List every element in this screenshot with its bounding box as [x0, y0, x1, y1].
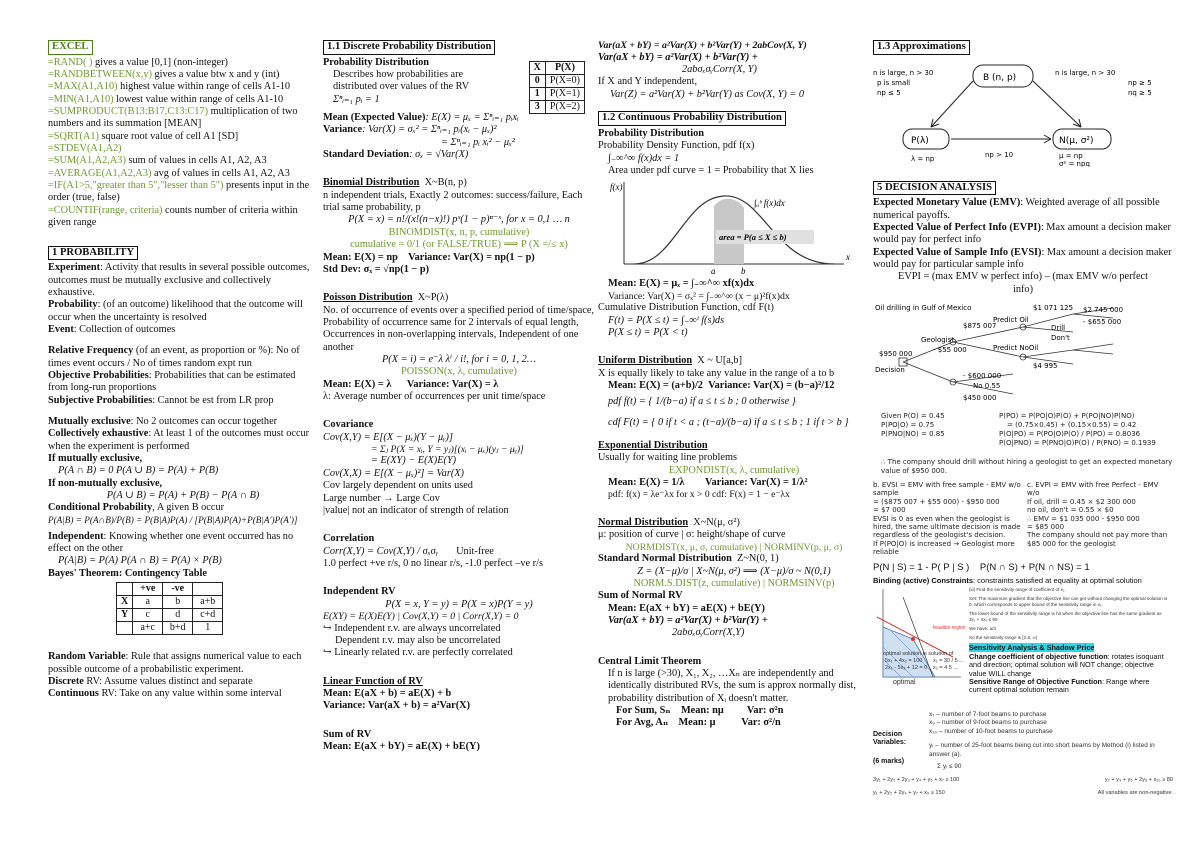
- arrow-b-to-p: [931, 81, 973, 127]
- table-header-cell: X: [529, 61, 545, 74]
- table-cell: P(X=2): [545, 100, 584, 113]
- tree-d2: Geologist: [921, 336, 955, 345]
- integral-label: ∫ₐᵇ f(x)dx: [754, 198, 785, 209]
- table-row: [117, 596, 223, 609]
- calc-r3: P(O|PO) = P(PO|O)P(O) / P(PO) = 0.8036: [999, 430, 1141, 439]
- excel-formula: =MIN(A1,A10): [48, 93, 114, 105]
- tree-n7: $4 995: [1033, 362, 1058, 371]
- excel-formula: =MAX(A1,A10): [48, 81, 118, 93]
- column-discrete: [323, 40, 595, 753]
- approx-header: 1.3 Approximations: [873, 40, 970, 55]
- snd-formula: Z = (X−μ)/σ | X~N(μ, σ²) ⟹ (X−μ)/σ ~ N(0,1): [637, 565, 831, 577]
- sensitivity-title: Sensitivity Analysis & Shadow Price: [969, 643, 1095, 653]
- cov-n2: Large number → Large Cov: [323, 492, 440, 504]
- irv-n1: ↪ Independent r.v. are always uncorrelated: [323, 622, 501, 634]
- table-cell: 1: [193, 622, 223, 635]
- irv-f1: P(X = x, Y = y) = P(X = x)P(Y = y): [385, 598, 533, 610]
- left-cond-3: np ≤ 5: [877, 88, 901, 97]
- table-cell: d: [163, 609, 193, 622]
- table-cell: 0: [529, 74, 545, 87]
- excel-formula: =AVERAGE(A1,A2,A3): [48, 167, 152, 179]
- left-cond-1: n is large, n > 30: [873, 68, 934, 77]
- contingency-table: [116, 582, 223, 635]
- clt-title: Central Limit Theorem: [598, 655, 702, 667]
- cpd-title: Probability Distribution: [598, 127, 704, 139]
- cpd-c2: P(X ≤ t) = P(X < t): [608, 326, 688, 338]
- cov-f1: Cov(X,Y) = E[(X − μₓ)(Y − μᵧ)]: [323, 431, 453, 443]
- column-excel-probability: [48, 40, 318, 701]
- table-cell: a+b: [193, 596, 223, 609]
- table-cell: X: [117, 596, 133, 609]
- table-cell: Y: [117, 609, 133, 622]
- excel-description: lowest value within range of cells A1-10: [113, 93, 284, 105]
- event-def: Event: Collection of outcomes: [48, 323, 176, 335]
- tree-n6: - $655 000: [1083, 318, 1122, 327]
- variance: Variance: Var(X) = σₓ² = Σⁿᵢ₌₁ pᵢ(xᵢ − μₓ)²: [323, 124, 497, 136]
- evsi-5: If P(PO|O) is increased → Geologist more reliable: [873, 539, 1015, 557]
- mean-ev: Mean (Expected Value): E(X) = μₓ = Σⁿᵢ₌₁ pᵢxᵢ: [323, 112, 519, 124]
- relfreq-def: Relative Frequency (of an event, as proportion or %): No of times event occurs / No of times random expt run: [48, 345, 300, 369]
- table-cell: [117, 622, 133, 635]
- poisson-fn: POISSON(x, λ, cumulative): [401, 366, 517, 378]
- table-row: [529, 87, 584, 100]
- evsi-def: Expected Value of Sample Info (EVSI): Max amount a decision maker would pay for particular sample info: [873, 246, 1172, 271]
- table-cell: a+c: [133, 622, 163, 635]
- opt-2: 5x₁ + 4x₂ = 100: [885, 657, 923, 664]
- dv-3: x₁₀ – number of 10-foot beams to purchase: [929, 727, 1053, 735]
- opt-3: 2x₁ - 5x₂ + 12 = 0: [885, 664, 928, 671]
- right-cond-1: n is large, n > 30: [1055, 68, 1116, 77]
- table-row: [117, 609, 223, 622]
- tree-d7: No 0.55: [973, 382, 1001, 391]
- excel-formula: =SUMPRODUCT(B13:B17,C13:C17): [48, 106, 208, 118]
- independent-formula: P(A|B) = P(A) P(A ∩ B) = P(A) × P(B): [58, 555, 222, 567]
- table-cell: b+d: [163, 622, 193, 635]
- table-header-cell: -ve: [163, 583, 193, 596]
- decision-header: 5 DECISION ANALYSIS: [873, 181, 996, 196]
- table-header-cell: [117, 583, 133, 596]
- lp-a5: So the sensitivity range is [2.5, ∞): [969, 634, 1038, 640]
- poisson-mean-var: Mean: E(X) = λ Variance: Var(X) = λ: [323, 378, 499, 390]
- binomial-node-label: B (n, p): [983, 72, 1017, 83]
- excel-function-item: [48, 168, 318, 180]
- evpi-formula: EVPI = (max EMV w perfect info) – (max EMV w/o perfect info): [898, 271, 1148, 295]
- uniform-cdf: cdf F(t) = { 0 if t < a ; (t−a)/(b−a) if a ≤ t ≤ b ; 1 if t > b }: [608, 416, 849, 428]
- expondist-fn: EXPONDIST(x, λ, cumulative): [668, 464, 800, 476]
- excel-formula: =IF(A1>5,"greater than 5","lesser than 5"): [48, 180, 224, 192]
- table-row: [529, 100, 584, 113]
- dpd-header: 1.1 Discrete Probability Distribution: [323, 40, 495, 55]
- irv-n2: Dependent r.v. may also be uncorrelated: [335, 635, 501, 647]
- snd-title: Standard Normal Distribution Z~N(0, 1): [598, 553, 779, 565]
- binomial-mean-var: Mean: E(X) = np Variance: Var(X) = np(1 − p): [323, 251, 535, 263]
- evpi-2: If oil, drill = 0.45 × $2 300 000: [1027, 497, 1136, 506]
- evsi-3: = $7 000: [873, 506, 906, 515]
- normal-mu: μ = np: [1059, 151, 1083, 160]
- evpi-1: c. EVPI = EMV with free Perfect - EMV w/o: [1027, 480, 1159, 498]
- table-cell: c+d: [193, 609, 223, 622]
- binomial-desc: n independent trials, Exactly 2 outcomes: success/failure, Each trial same probability, p: [323, 189, 583, 214]
- excel-function-item: [48, 69, 318, 81]
- evpi-6: The company should not pay more than $85 000 for the geologist: [1027, 531, 1168, 548]
- area-label: area = P(a ≤ X ≤ b): [719, 232, 787, 243]
- tree-n8: - $600 000: [963, 372, 1002, 381]
- tree-n9: $450 000: [963, 394, 997, 403]
- pns-line: P(N | S) = 1 - P( P | S ) P(N ∩ S) + P(N ∩ NS) = 1: [873, 562, 1090, 574]
- feasible-label: feasible region: [933, 624, 966, 631]
- right-cond-3: nq ≥ 5: [1128, 88, 1152, 97]
- poisson-lambda: λ = np: [911, 154, 935, 163]
- excel-function-item: [48, 155, 318, 167]
- excel-function-item: [48, 143, 318, 155]
- uniform-title: Uniform Distribution X ~ U[a,b]: [598, 355, 743, 367]
- opt-5: x₂ = 4 5 ...: [933, 664, 958, 671]
- cov-n3: |value| not an indicator of strength of relation: [323, 504, 509, 516]
- emv-def: Expected Monetary Value (EMV): Weighted average of all possible numerical payoffs.: [873, 197, 1160, 221]
- excel-header: EXCEL: [48, 40, 93, 55]
- var-sum-3: 2abσₓσᵧCorr(X, Y): [682, 64, 757, 76]
- cpd-mean: Mean: E(X) = μₓ = ∫₋∞^∞ xf(x)dx: [608, 278, 755, 290]
- uniform-desc: X is equally likely to take any value in the range of a to b: [598, 367, 835, 379]
- tree-n4: - $55 000: [933, 346, 967, 355]
- pd-title: Probability Distribution: [323, 56, 429, 68]
- excel-function-item: [48, 106, 318, 131]
- excel-formula: =COUNTIF(range, criteria): [48, 204, 163, 216]
- table-row: [117, 622, 223, 635]
- table-cell: P(X=0): [545, 74, 584, 87]
- random-variable-def: Random Variable: Rule that assigns numerical value to each possible outcome of a probabilistic experiment.: [48, 651, 302, 675]
- optimal-point: [911, 637, 915, 641]
- corr-formula: Corr(X,Y) = Cov(X,Y) / σₓσᵧ Unit-free: [323, 545, 494, 557]
- lp-a3: The lower bound of the sensitivity range is hit when the objective line has the same gradient as 3x₁ + 4x₂ ≤ 90: [969, 611, 1162, 622]
- nme-formula: P(A ∪ B) = P(A) + P(B) − P(A ∩ B): [106, 490, 260, 502]
- excel-description: avg of values in cells A1, A2, A3: [151, 167, 290, 179]
- sum-normal-title: Sum of Normal RV: [598, 590, 683, 602]
- clt-avg: For Avg, Aₙ Mean: μ Var: σ²/n: [616, 717, 781, 729]
- discrete-rv-def: Discrete RV: Assume values distinct and separate: [48, 675, 253, 687]
- if-mutually-exclusive: If mutually exclusive,: [48, 453, 143, 465]
- probability-header: 1 PROBABILITY: [48, 246, 138, 261]
- conditional-def: Conditional Probability, A given B occur: [48, 502, 225, 514]
- excel-description: sum of values in cells A1, A2, A3: [125, 155, 267, 167]
- dv-1: x₇ – number of 7-foot beams to purchase: [929, 710, 1047, 718]
- right-cond-2: np ≥ 5: [1128, 78, 1152, 87]
- probability-def: Probability: (of an outcome) likelihood that the outcome will occur when the uncertainty is resolved: [48, 299, 303, 323]
- b-label: b: [741, 266, 746, 277]
- cpd-pdf: Probability Density Function, pdf f(x): [598, 140, 755, 152]
- var-sum-1: Var(aX + bY) = a²Var(X) + b²Var(Y) + 2abCov(X, Y): [598, 40, 807, 51]
- cpd-header: 1.2 Continuous Probability Distribution: [598, 111, 786, 126]
- binomial-formula: P(X = x) = n!/(x!(n−x)!) pˣ(1 − p)ⁿ⁻ˣ, for x = 0,1 … n: [348, 214, 570, 226]
- excel-description: multiplication of two numbers and its summation [MEAN]: [48, 106, 298, 130]
- decision-tree-figure: [873, 302, 1173, 412]
- opt-1: optimal solution is solution of: [883, 650, 954, 657]
- variance-2: = Σⁿᵢ₌₁ pᵢ xᵢ² − μₓ²: [441, 136, 516, 148]
- table-cell: c: [133, 609, 163, 622]
- calc-r1: P(PO) = P(PO|O)P(O) + P(PO|NO)P(NO): [999, 412, 1135, 421]
- experiment-def: Experiment: Activity that results in several possible outcomes, outcomes must be mutually exclusive and collectively exhaustive.: [48, 262, 310, 298]
- calc-l3: P(PNO|NO) = 0.85: [881, 430, 945, 439]
- table-cell: 3: [529, 100, 545, 113]
- excel-formula: =RAND( ): [48, 56, 93, 68]
- table-header-cell: +ve: [133, 583, 163, 596]
- opt-4: x₁ = 30 / 5 ...: [933, 657, 964, 664]
- sum-rv-title: Sum of RV: [323, 728, 372, 740]
- uniform-mean-var: Mean: E(X) = (a+b)/2 Variance: Var(X) = (b−a)²/12: [608, 380, 835, 392]
- independent-def: Independent: Knowing whether one event occurred has no effect on the other: [48, 530, 294, 555]
- corr-note: 1.0 perfect +ve r/s, 0 no linear r/s, -1.0 perfect –ve r/s: [323, 557, 543, 569]
- pd-desc: Describes how probabilities are distributed over values of the RV: [333, 69, 470, 93]
- poisson-lambda: λ: Average number of occurrences per unit time/space: [323, 390, 546, 402]
- excel-formula: =SQRT(A1): [48, 130, 99, 142]
- dv-2: x₉ – number of 9-foot beams to purchase: [929, 719, 1047, 727]
- a-label: a: [711, 266, 716, 277]
- linear-fn-title: Linear Function of RV: [323, 675, 423, 687]
- calc-conclusion: ∴ The company should drill without hiring a geologist to get an expected monetary value of $950 000.: [881, 458, 1173, 475]
- column-approx-decision: [873, 40, 1173, 797]
- pmf-table: [529, 61, 585, 114]
- poisson-formula: P(X = i) = e⁻λ λⁱ / i!, for i = 0, 1, 2…: [382, 353, 536, 365]
- lp-a4: We have: a/3: [969, 626, 996, 632]
- binomial-title: Binomial Distribution X~B(n, p): [323, 177, 467, 189]
- std-dev: Standard Deviation: σₓ = √Var(X): [323, 149, 469, 161]
- excel-function-item: [48, 81, 318, 93]
- cpd-area: Area under pdf curve = 1 = Probability that X lies: [608, 164, 814, 176]
- calc-l2: P(PO|O) = 0.75: [881, 421, 935, 430]
- evpi-def: Expected Value of Perfect Info (EVPI): Max amount a decision maker would pay for perfect info: [873, 222, 1171, 246]
- excel-formula: =RANDBETWEEN(x,y): [48, 69, 152, 81]
- snrv-var2: 2abσₓσᵧCorr(X,Y): [672, 627, 745, 639]
- dv-5: Σ yᵢ ≤ 90: [937, 763, 962, 771]
- conditional-formula: P(A|B) = P(A∩B)/P(B) = P(B|A)P(A) / [P(B|A)P(A)+P(B|A′)P(A′)]: [48, 514, 298, 525]
- dv-title: Decision Variables:: [873, 730, 907, 747]
- excel-description: gives a value btw x and y (int): [151, 69, 280, 81]
- dv-4: yᵢ – number of 25-foot beams being cut into short beams by Method (i) listed in answer (a).: [929, 742, 1155, 758]
- uniform-pdf: pdf f(t) = { 1/(b−a) if a ≤ t ≤ b ; 0 otherwise }: [608, 396, 796, 408]
- exponential-title: Exponential Distribution: [598, 440, 708, 452]
- dv-constraints-2: y₁ + 2y₂ + 2y₄ + y₇ + x₉ ≥ 150 All variables are non-negative.: [873, 790, 1173, 797]
- mutually-exclusive-def: Mutually exclusive: No 2 outcomes can occur together: [48, 416, 278, 427]
- objective-def: Objective Probabilities: Probabilities that can be estimated from long-run proportions: [48, 369, 296, 394]
- np-gt-10: np > 10: [985, 150, 1014, 159]
- continuous-rv-def: Continuous RV: Take on any value within some interval: [48, 688, 282, 700]
- normal-title: Normal Distribution X~N(μ, σ²): [598, 516, 740, 528]
- poisson-node-label: P(λ): [911, 135, 929, 146]
- excel-formula: =SUM(A1,A2,A3): [48, 155, 126, 167]
- cpd-int: ∫₋∞^∞ f(x)dx = 1: [608, 152, 680, 164]
- table-header-row: [117, 583, 223, 596]
- pdf-area-figure: [604, 178, 864, 278]
- snrv-mean: Mean: E(aX + bY) = aE(X) + bE(Y): [608, 602, 765, 614]
- excel-description: gives a value [0,1] (non-integer): [92, 56, 228, 68]
- var-indep-f: Var(Z) = a²Var(X) + b²Var(Y) as Cov(X, Y) = 0: [610, 88, 805, 100]
- lin-mean: Mean: E(aX + b) = aE(X) + b: [323, 688, 452, 700]
- tree-d3: Drill: [1051, 324, 1066, 333]
- var-indep: If X and Y independent,: [598, 76, 698, 88]
- bayes-calc: [873, 412, 1173, 458]
- excel-function-item: [48, 205, 318, 230]
- binomdist-fn: BINOMDIST(x, n, p, cumulative): [388, 226, 530, 238]
- var-sum-2: Var(aX + bY) = a²Var(X) + b²Var(Y) +: [598, 51, 758, 63]
- approximation-diagram: [873, 57, 1173, 167]
- tree-n5: $2 745 000: [1083, 306, 1124, 315]
- calc-l1: Given P(O) = 0.45: [881, 412, 945, 421]
- subjective-def: Subjective Probabilities: Cannot be est from LR prop: [48, 394, 274, 406]
- normal-node-label: N(μ, σ²): [1059, 135, 1094, 146]
- evpi-5: = $85 000: [1027, 522, 1065, 531]
- pd-formula: Σⁿᵢ₌₁ pᵢ = 1: [333, 93, 380, 105]
- calc-r2: = (0.75×0.45) + (0.15×0.55) = 0.42: [1007, 421, 1137, 430]
- excel-function-item: [48, 57, 318, 69]
- x-label: x: [846, 252, 850, 263]
- calc-r4: P(O|PNO) = P(PNO|O)P(O) / P(PNO) = 0.1939: [999, 439, 1156, 448]
- cov-f2: = Σⱼ P(X = xᵢ, Y = yⱼ)[(xᵢ − μₓ)(yⱼ − μᵧ)]: [371, 443, 524, 455]
- tree-n2: $950 000: [879, 350, 913, 359]
- exponential-desc: Usually for waiting line problems: [598, 452, 737, 464]
- sum-mean: Mean: E(aX + bY) = aE(X) + bE(Y): [323, 741, 480, 753]
- poisson-title: Poisson Distribution X~P(λ): [323, 292, 449, 304]
- excel-function-item: [48, 94, 318, 106]
- normdist-fn: NORMDIST(x, μ, σ, cumulative) | NORMINV(p, μ, σ): [625, 541, 843, 553]
- table-cell: P(X=1): [545, 87, 584, 100]
- me-formula: P(A ∩ B) = 0 P(A ∪ B) = P(A) + P(B): [58, 465, 219, 477]
- excel-description: square root value of cell A1 [SD]: [98, 130, 239, 142]
- evsi-4: EVSI is 0 as even when the geologist is hired, the same ultimate decision is made regardless of the geologist's decision.: [873, 514, 1021, 540]
- poisson-desc: No. of occurrence of events over a specified period of time/space, Probability of occurrence same for 2 intervals of equal length, Occurrences in non-overlapping intervals, Independent of one another: [323, 304, 595, 353]
- table-header-cell: [193, 583, 223, 596]
- dv-constraints-1: 3y₁ + 2y₂ + 2y₃ + y₄ + y₅ + x₇ ≥ 100 y₂ + y₃ + y₅ + 2y₆ + x₁₀ ≥ 80: [873, 777, 1173, 784]
- evsi-evpi-calc: [873, 481, 1173, 557]
- normsdist-fn: NORM.S.DIST(z, cumulative) | NORMSINV(p): [633, 578, 835, 590]
- normal-sigma: σ² = npq: [1059, 159, 1090, 167]
- table-header-cell: P(X): [545, 61, 584, 74]
- column-continuous: [598, 40, 870, 730]
- cov-f3: = E(XY) − E(X)E(Y): [371, 455, 457, 467]
- snrv-var1: Var(aX + bY) = a²Var(X) + b²Var(Y) +: [608, 615, 768, 627]
- cpd-c1: F(t) = P(X ≤ t) = ∫₋∞ᵗ f(s)ds: [608, 314, 725, 326]
- table-cell: 1: [529, 87, 545, 100]
- evsi-1: b. EVSI = EMV with free sample - EMV w/o sample: [873, 480, 1021, 498]
- clt-sum: For Sum, Sₙ Mean: nμ Var: σ²n: [616, 705, 784, 717]
- evsi-2: = ($875 007 + $55 000) - $950 000: [873, 497, 1000, 506]
- cov-n1: Cov largely dependent on units used: [323, 480, 473, 492]
- tree-n1: $875 007: [963, 322, 997, 331]
- exp-pdf-cdf: pdf: f(x) = λe⁻λx for x > 0 cdf: F(x) = 1 − e⁻λx: [608, 489, 790, 501]
- normal-desc: μ: position of curve | σ: height/shape of curve: [598, 529, 786, 541]
- cpd-var: Variance: Var(X) = σₓ² = ∫₋∞^∞ (x − μ)²f(x)dx: [608, 290, 790, 302]
- clt-desc: If n is large (>30), X₁, X₂, …Xₙ are independently and identically distributed RVs, the sum is approx normally dist, probability distribution of Xᵢ doesn't matter.: [608, 668, 856, 704]
- excel-function-item: [48, 131, 318, 143]
- covariance-title: Covariance: [323, 419, 374, 431]
- collectively-exhaustive-def: Collectively exhaustive: At least 1 of the outcomes must occur when the experiment is performed: [48, 428, 310, 452]
- tree-d6: Predict Oil: [993, 316, 1029, 325]
- evpi-3: no oil, don't = 0.55 × $0: [1027, 506, 1114, 515]
- table-header-row: [529, 61, 584, 74]
- cpd-cdf: Cumulative Distribution Function, cdf F(t): [598, 302, 774, 314]
- lp-a1: (iii) Find the sensitivity range of coefficient of x₁.: [969, 586, 1066, 592]
- decision-variables: [873, 711, 1173, 772]
- arrow-b-to-n: [1033, 81, 1081, 127]
- excel-list: [48, 57, 318, 230]
- table-row: [529, 74, 584, 87]
- bayes-title: Bayes' Theorem: Contingency Table: [48, 567, 207, 579]
- lp-section: [873, 585, 1173, 693]
- evpi-4: ∴ EMV = $1 035 000 - $950 000: [1027, 514, 1140, 523]
- excel-formula: =STDEV(A1,A2): [48, 143, 122, 155]
- cov-f4: Cov(X,X) = E[(X − μₓ)²] = Var(X): [323, 467, 464, 479]
- binomdist-cumulative: cumulative = 0/1 (or FALSE/TRUE) ⟹ P (X =/≤ x): [350, 239, 568, 251]
- excel-description: highest value within range of cells A1-10: [117, 81, 291, 93]
- lin-var: Variance: Var(aX + b) = a²Var(X): [323, 700, 471, 712]
- excel-function-item: [48, 180, 318, 205]
- indep-rv-title: Independent RV: [323, 586, 396, 598]
- dv-marks: (6 marks): [873, 757, 905, 765]
- optimal-label: optimal: [893, 678, 916, 686]
- exp-mean-var: Mean: E(X) = 1/λ Variance: Var(X) = 1/λ²: [608, 477, 808, 489]
- excel-description: presents input in the order (true, false): [48, 180, 310, 204]
- sensitivity-block: Sensitivity Analysis & Shadow Price Change coefficient of objective function: rotates isoquant and direction; optimal solution will NOT change; objective value WILL change Sensitive Range of Objective Function: Range where current optimal solution remain: [969, 643, 1164, 695]
- tree-d1: Decision: [875, 366, 905, 375]
- tree-d4: Don't: [1051, 334, 1070, 343]
- binomial-sd: Std Dev: σₓ = √np(1 − p): [323, 263, 430, 275]
- left-cond-2: p is small: [877, 78, 911, 87]
- lp-a2: Set: The maximum gradient that the objective line can get without changing the optimal solution is 0, which corresponds to upper bound of the sensitivity range in x₁.: [969, 596, 1168, 607]
- if-non-mutually-exclusive: If non-mutually exclusive,: [48, 477, 163, 489]
- tree-n3: $1 071 125: [1033, 304, 1074, 313]
- excel-description: counts number of criteria within given range: [48, 204, 298, 229]
- correlation-title: Correlation: [323, 533, 375, 545]
- irv-f2: E(XY) = E(X)E(Y) | Cov(X,Y) = 0 | Corr(X,Y) = 0: [323, 610, 519, 622]
- irv-n3: ↪ Linearly related r.v. are perfectly correlated: [323, 647, 513, 659]
- fx-label: f(x): [610, 182, 623, 193]
- binding-def: Binding (active) Constraints: constraints satisfied at equality at optimal solution: [873, 575, 1142, 585]
- tree-d5: Predict NoOil: [993, 344, 1039, 353]
- table-cell: b: [163, 596, 193, 609]
- tree-title: Oil drilling in Gulf of Mexico: [875, 304, 972, 313]
- table-cell: a: [133, 596, 163, 609]
